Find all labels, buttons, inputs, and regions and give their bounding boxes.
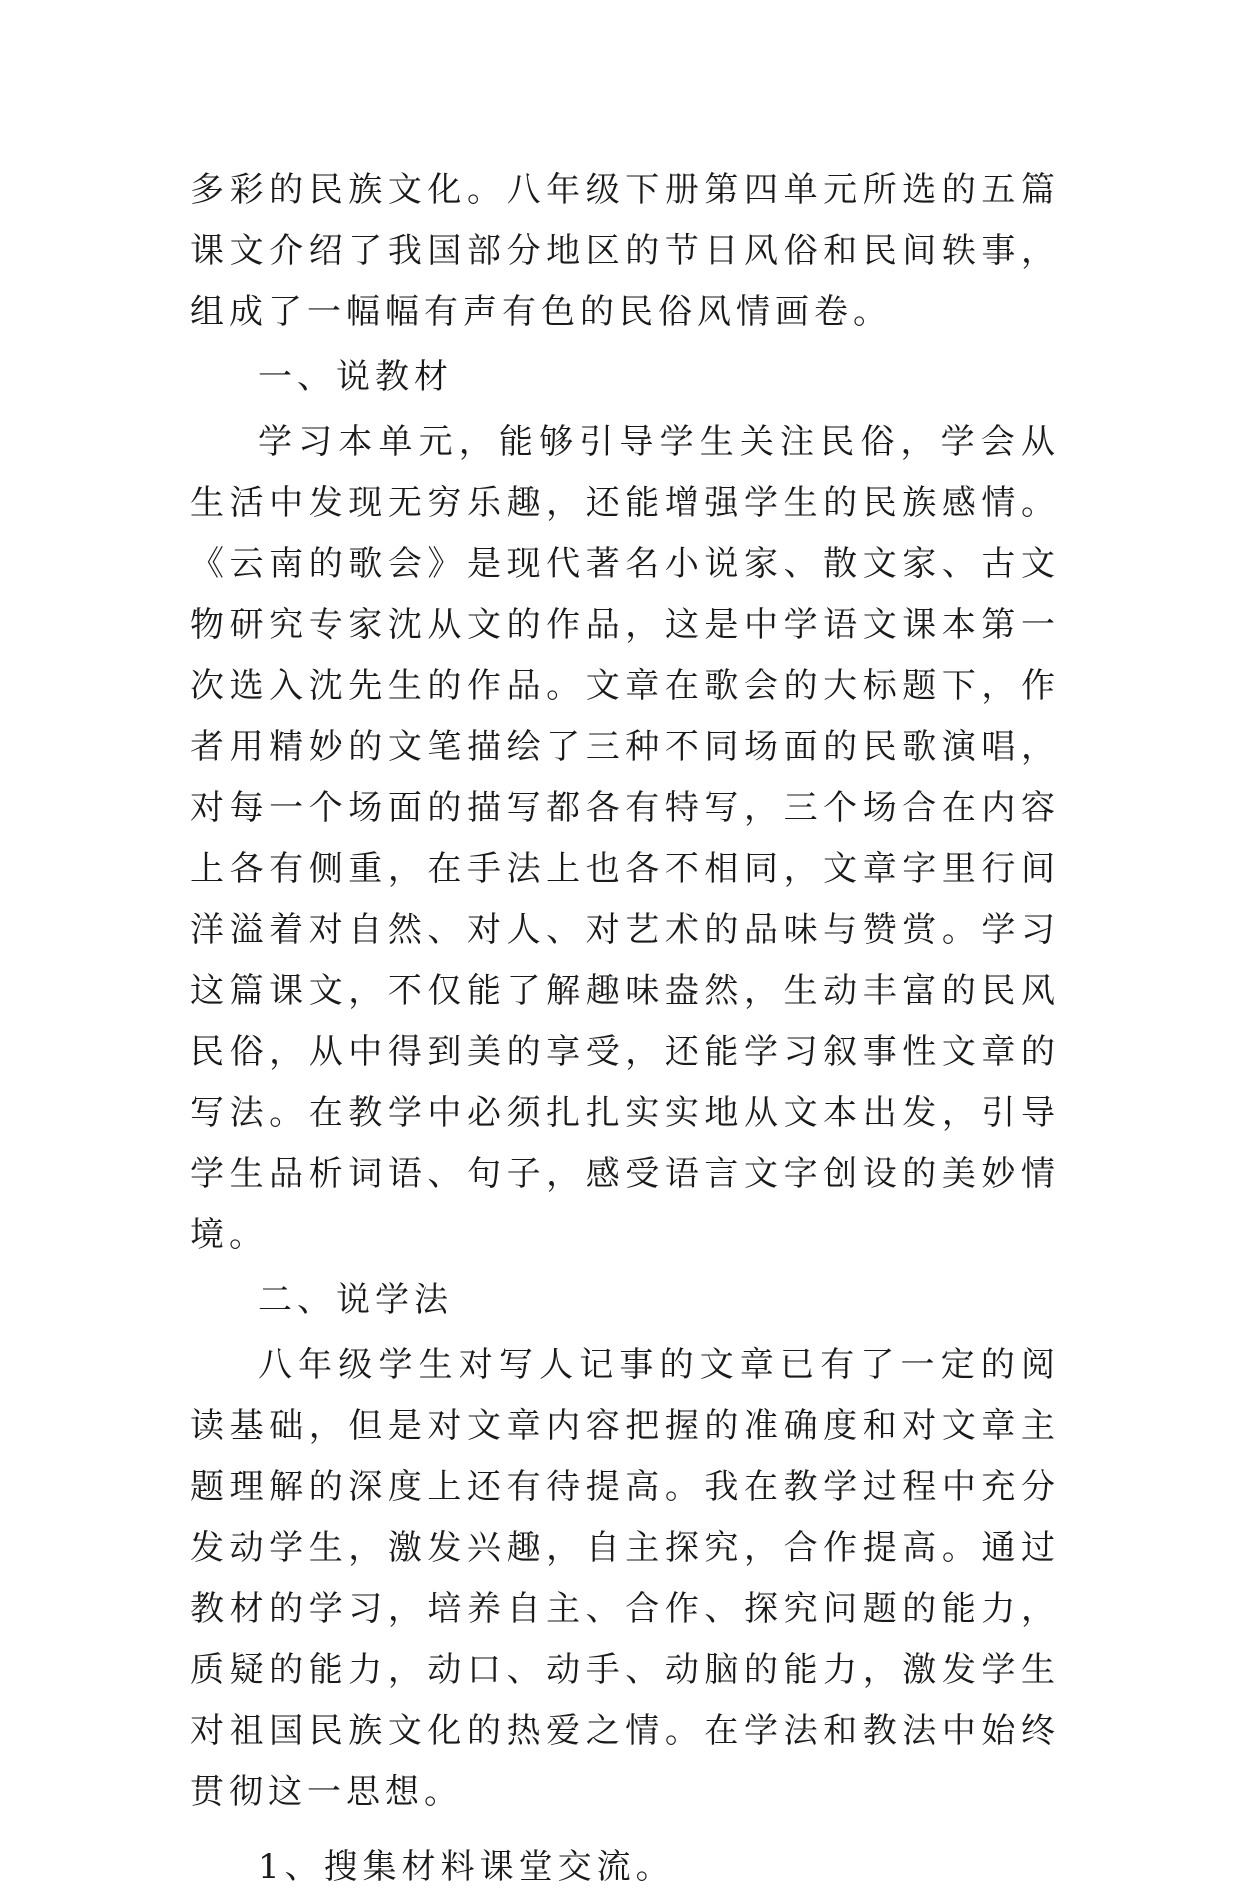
document-body bbox=[190, 160, 1060, 1902]
paragraph-intro: 多彩的民族文化。八年级下册第四单元所选的五篇课文介绍了我国部分地区的节日风俗和民间轶事，组成了一幅幅有声有色的民俗风情画卷。 bbox=[190, 170, 1060, 332]
section-heading-study-method: 二、说学法 bbox=[258, 1280, 453, 1320]
paragraph-study-method: 八年级学生对写人记事的文章已有了一定的阅读基础，但是对文章内容把握的准确度和对文章主题理解的深度上还有待提高。我在教学过程中充分发动学生，激发兴趣，自主探究，合作提高。通过教材的学习，培养自主、合作、探究问题的能力，质疑的能力，动口、动手、动脑的能力，激发学生对祖国民族文化的热爱之情。在学法和教法中始终贯彻这一思想。 bbox=[190, 1345, 1060, 1812]
paragraph-teaching-material: 学习本单元，能够引导学生关注民俗，学会从生活中发现无穷乐趣，还能增强学生的民族感情。《云南的歌会》是现代著名小说家、散文家、古文物研究专家沈从文的作品，这是中学语文课本第一次选入沈先生的作品。文章在歌会的大标题下，作者用精妙的文笔描绘了三种不同场面的民歌演唱，对每一个场面的描写都各有特写，三个场合在内容上各有侧重，在手法上也各不相同，文章字里行间洋溢着对自然、对人、对艺术的品味与赞赏。学习这篇课文，不仅能了解趣味盎然，生动丰富的民风民俗，从中得到美的享受，还能学习叙事性文章的写法。在教学中必须扎扎实实地从文本出发，引导学生品析词语、句子，感受语言文字创设的美妙情境。 bbox=[190, 422, 1060, 1255]
section-heading-teaching-material: 一、说教材 bbox=[258, 357, 453, 397]
list-item-collect-materials: 1、搜集材料课堂交流。 bbox=[258, 1847, 675, 1887]
